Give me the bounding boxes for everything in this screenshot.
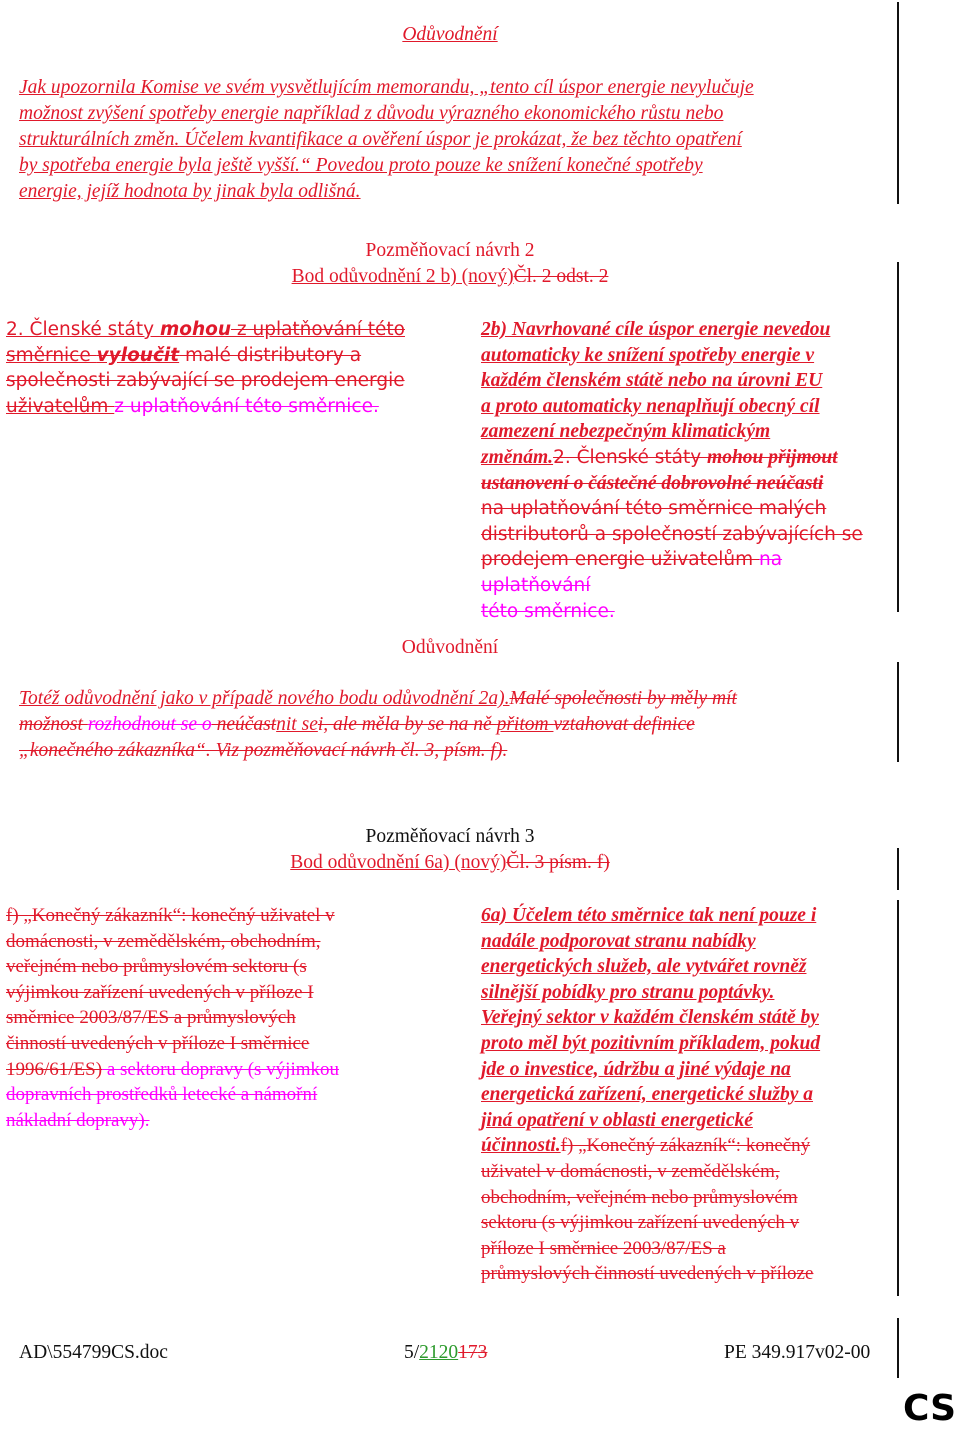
text-line: obchodním, veřejném nebo průmyslovém (481, 1186, 798, 1208)
amendment-title (0, 240, 900, 262)
amendment-subtitle: Bod odůvodnění 2 b) (nový)Čl. 2 odst. 2 (291, 266, 609, 287)
text-line: možnost zvýšení spotřeby energie například z důvodu výrazného ekonomického růstu nebo (19, 103, 724, 124)
original-text-column (6, 317, 406, 419)
text-line: na uplatňování této směrnice malých (481, 498, 827, 520)
text-line: domácnosti, v zemědělském, obchodním, (6, 930, 321, 952)
text-line: směrnice vyloučit malé distributory a (6, 344, 362, 366)
text-line: energetických služeb, ale vytvářet rovněž (481, 956, 807, 978)
text-line: „konečného zákazníka“. Viz pozměňovací návrh čl. 3, písm. f). (19, 740, 508, 761)
text-line: možnost rozhodnout se o neúčastnit sei, ale měla by se na ně přitom vztahovat definice (19, 714, 695, 735)
text-line: této směrnice. (481, 600, 615, 622)
text-line: Jak upozornila Komise ve svém vysvětlujícím memorandu, „tento cíl úspor energie nevylučuje (19, 77, 754, 98)
text-line: výjimkou zařízení uvedených v příloze I (6, 981, 314, 1003)
amendment-title-text: Pozměňovací návrh 2 (365, 240, 535, 261)
change-bar (897, 662, 899, 762)
text-line: jde o investice, údržbu a jiné výdaje na (481, 1058, 791, 1080)
footer-doc-name: AD\554799CS.doc (19, 1342, 168, 1363)
justification-paragraph (19, 686, 894, 764)
heading-text: Odůvodnění (402, 24, 498, 45)
text-line: f) „Konečný zákazník“: konečný uživatel v (6, 905, 335, 926)
text-line: účinnosti.f) „Konečný zákazník“: konečný (481, 1135, 811, 1157)
text-line: Totéž odůvodnění jako v případě nového bodu odůvodnění 2a).Malé společnosti by měly mít (19, 688, 737, 709)
text-line: proto měl být pozitivním příkladem, pokud (481, 1032, 821, 1054)
justification-heading (0, 24, 900, 46)
amendment-subtitle: Bod odůvodnění 6a) (nový)Čl. 3 písm. f) (290, 852, 610, 873)
amended-text-column (481, 317, 893, 624)
text-line: Veřejný sektor v každém členském státě by (481, 1007, 819, 1029)
text-line: 2b) Navrhované cíle úspor energie nevedou (481, 319, 831, 340)
text-line: ustanovení o částečné dobrovolné neúčasti (481, 472, 824, 494)
justification-heading (0, 637, 900, 659)
change-bar (897, 1318, 899, 1378)
text-line: uživatelům z uplatňování této směrnice. (6, 395, 379, 417)
text-line: dopravních prostředků letecké a námořní (6, 1084, 318, 1106)
text-line: změnám.2. Členské státy mohou přijmout (481, 446, 838, 468)
text-line: zamezení nebezpečným klimatickým (481, 421, 771, 443)
change-bar (897, 262, 899, 612)
text-line: by spotřeba energie byla ještě vyšší.“ Povedou proto pouze ke snížení konečné spotřeby (19, 155, 703, 176)
amendment-title (0, 826, 900, 848)
text-line: společnosti zabývající se prodejem energie (6, 370, 405, 392)
text-line: 1996/61/ES) a sektoru dopravy (s výjimkou (6, 1058, 339, 1080)
text-line: průmyslových činností uvedených v příloze (481, 1263, 814, 1285)
text-line: energie, jejíž hodnota by jinak byla odlišná. (19, 181, 361, 202)
text-line: jiná opatření v oblasti energetické (481, 1109, 753, 1131)
text-line: sektoru (s výjimkou zařízení uvedených v (481, 1212, 800, 1234)
heading-text: Odůvodnění (401, 637, 499, 658)
text-line: a proto automaticky nenaplňují obecný cíl (481, 395, 820, 417)
text-line: nadále podporovat stranu nabídky (481, 930, 756, 952)
text-line: veřejném nebo průmyslovém sektoru (s (6, 956, 307, 978)
text-line: nákladní dopravy). (6, 1109, 150, 1131)
text-line: uživatel v domácnosti, v zemědělském, (481, 1160, 780, 1182)
text-line: směrnice 2003/87/ES a průmyslových (6, 1007, 296, 1029)
language-code: CS (902, 1388, 956, 1429)
text-line: energetická zařízení, energetické služby a (481, 1084, 814, 1106)
amendment-title-text: Pozměňovací návrh 3 (365, 826, 535, 847)
text-line: strukturálních změn. Účelem kvantifikace a ověření úspor je prokázat, že bez těchto opatření (19, 129, 742, 150)
text-line: 2. Členské státy mohou z uplatňování této (6, 319, 405, 340)
footer-page-number: 5/2120173 (404, 1342, 488, 1363)
text-line: silnější pobídky pro stranu poptávky. (481, 981, 775, 1003)
change-bar (897, 900, 899, 1296)
text-line: 6a) Účelem této směrnice tak není pouze i (481, 905, 817, 926)
justification-paragraph (19, 75, 894, 205)
amended-text-column (481, 903, 893, 1287)
text-line: distributorů a společností zabývajících se (481, 523, 863, 545)
text-line: činností uvedených v příloze I směrnice (6, 1032, 310, 1054)
original-text-column (6, 903, 416, 1133)
footer-reference: PE 349.917v02-00 (724, 1342, 871, 1363)
text-line: každém členském státě nebo na úrovni EU (481, 370, 823, 392)
text-line: příloze I směrnice 2003/87/ES a (481, 1237, 726, 1259)
text-line: automaticky ke snížení spotřeby energie v (481, 344, 815, 366)
text-line: prodejem energie uživatelům na uplatňování (481, 549, 783, 596)
